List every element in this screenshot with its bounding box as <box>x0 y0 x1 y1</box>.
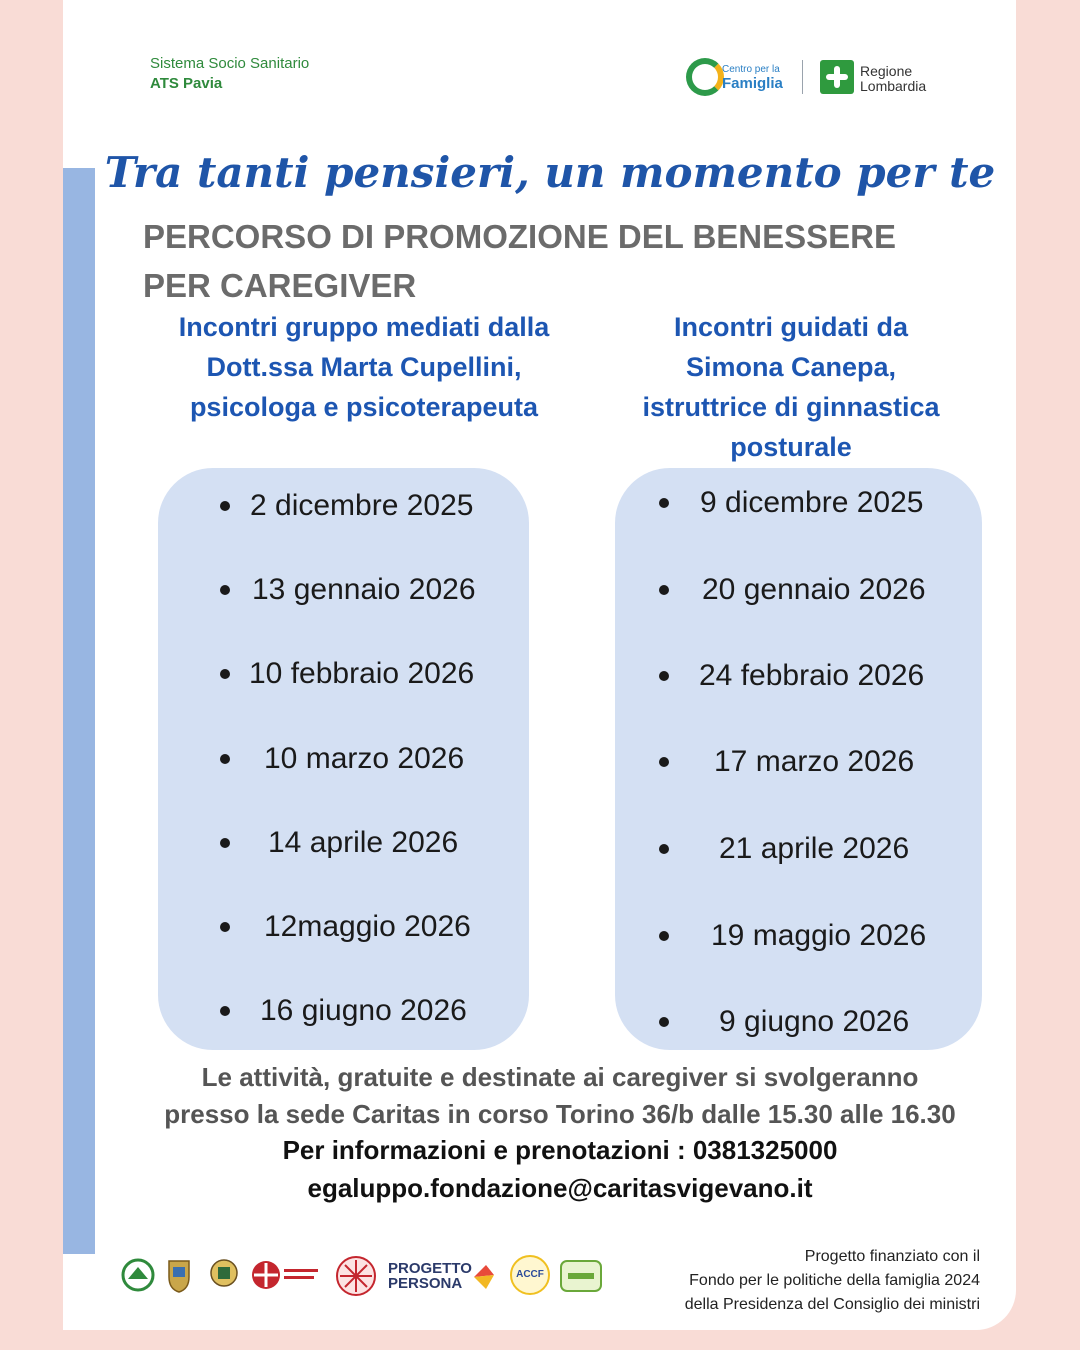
comune-crest-icon <box>208 1255 240 1295</box>
date-text: 24 febbraio 2026 <box>699 659 925 692</box>
date-item <box>158 907 529 947</box>
date-item <box>615 570 982 610</box>
side-accent-bar <box>63 168 95 1254</box>
right-column-heading <box>605 307 977 467</box>
bullet-icon <box>659 671 669 681</box>
date-text: 13 gennaio 2026 <box>252 573 476 606</box>
bullet-icon <box>220 501 230 511</box>
funding-line-3: della Presidenza del Consiglio dei ministri <box>684 1296 980 1313</box>
progetto-logo-line-2: PERSONA <box>388 1275 463 1292</box>
bullet-icon <box>220 1006 230 1016</box>
right-heading-line: Simona Canepa, <box>685 352 897 382</box>
date-text: 9 dicembre 2025 <box>700 486 924 519</box>
date-item <box>615 742 982 782</box>
org-line-2: ATS Pavia <box>150 75 223 92</box>
info-line-2: presso la sede Caritas in corso Torino 36/b dalle 15.30 alle 16.30 <box>164 1099 956 1129</box>
date-item <box>158 823 529 863</box>
date-item <box>158 991 529 1031</box>
left-heading-line: psicologa e psicoterapeuta <box>189 392 539 422</box>
bullet-icon <box>659 1017 669 1027</box>
progetto-logo-line-1: PROGETTO <box>388 1260 472 1277</box>
email-info: egaluppo.fondazione@caritasvigevano.it <box>307 1173 813 1203</box>
bullet-icon <box>220 585 230 595</box>
regione-lombardia-logo <box>820 60 960 96</box>
famiglia-ring-icon <box>686 58 724 96</box>
right-heading-line: posturale <box>730 432 852 462</box>
caritas-flame-logo-icon <box>335 1255 377 1297</box>
famiglia-logo-big-text: Famiglia <box>722 75 783 92</box>
date-text: 10 marzo 2026 <box>264 742 465 775</box>
date-item <box>615 829 982 869</box>
citta-vigevano-crest-icon <box>164 1255 194 1295</box>
bullet-icon <box>220 922 230 932</box>
date-text: 2 dicembre 2025 <box>250 489 474 522</box>
left-heading-line: Incontri gruppo mediati dalla <box>178 312 550 342</box>
left-dates-box <box>158 468 529 1050</box>
date-item <box>158 654 529 694</box>
progetto-persona-logo <box>388 1261 472 1291</box>
left-column-heading <box>140 307 588 427</box>
istituto-negrone-logo-icon <box>558 1255 604 1297</box>
famiglia-logo-small-text: Centro per la <box>722 64 780 75</box>
date-item <box>615 656 982 696</box>
date-item <box>615 916 982 956</box>
date-text: 16 giugno 2026 <box>260 994 467 1027</box>
partner-logos <box>120 1255 620 1305</box>
funding-note <box>685 1245 980 1317</box>
main-title <box>143 212 983 310</box>
funding-line-1: Progetto finanziato con il <box>804 1248 980 1265</box>
left-heading-line: Dott.ssa Marta Cupellini, <box>206 352 522 382</box>
funding-line-2: Fondo per le politiche della famiglia 2024 <box>689 1272 980 1289</box>
date-text: 9 giugno 2026 <box>719 1005 910 1038</box>
right-heading-line: Incontri guidati da <box>674 312 908 342</box>
org-line-1: Sistema Socio Sanitario <box>150 55 310 72</box>
date-item <box>158 486 529 526</box>
regione-logo-line-2: Lombardia <box>860 78 927 94</box>
fondazione-caritas-logo-icon <box>250 1255 320 1295</box>
right-heading-line: istruttrice di ginnastica <box>642 392 940 422</box>
partner-logo-green-emblem-icon <box>120 1255 156 1295</box>
main-title-line-2: PER CAREGIVER <box>143 267 417 304</box>
date-text: 20 gennaio 2026 <box>702 573 926 606</box>
bullet-icon <box>659 498 669 508</box>
regione-logo-line-1: Regione <box>860 63 913 79</box>
date-text: 12maggio 2026 <box>264 910 471 943</box>
bullet-icon <box>659 931 669 941</box>
date-text: 17 marzo 2026 <box>714 745 915 778</box>
bullet-icon <box>220 838 230 848</box>
progetto-persona-mark-icon <box>472 1263 496 1291</box>
centro-famiglia-logo <box>686 58 796 98</box>
bullet-icon <box>220 669 230 679</box>
date-item <box>615 1002 982 1042</box>
script-title: Tra tanti pensieri, un momento per te <box>104 148 996 197</box>
logo-divider <box>802 60 803 94</box>
date-text: 21 aprile 2026 <box>719 832 910 865</box>
right-dates-box <box>615 468 982 1050</box>
bullet-icon <box>220 754 230 764</box>
regione-cross-icon <box>820 60 854 94</box>
date-item <box>158 739 529 779</box>
bullet-icon <box>659 844 669 854</box>
info-line-1: Le attività, gratuite e destinate ai caregiver si svolgeranno <box>201 1062 919 1092</box>
date-text: 14 aprile 2026 <box>268 826 459 859</box>
ats-pavia-header <box>150 55 309 92</box>
bullet-icon <box>659 585 669 595</box>
accf-logo: ACCF <box>510 1255 550 1295</box>
date-item <box>615 483 982 523</box>
phone-info: Per informazioni e prenotazioni : 0381325000 <box>282 1135 838 1165</box>
date-text: 19 maggio 2026 <box>711 919 927 952</box>
bullet-icon <box>659 757 669 767</box>
date-text: 10 febbraio 2026 <box>249 657 475 690</box>
date-item <box>158 570 529 610</box>
main-title-line-1: PERCORSO DI PROMOZIONE DEL BENESSERE <box>143 218 897 255</box>
